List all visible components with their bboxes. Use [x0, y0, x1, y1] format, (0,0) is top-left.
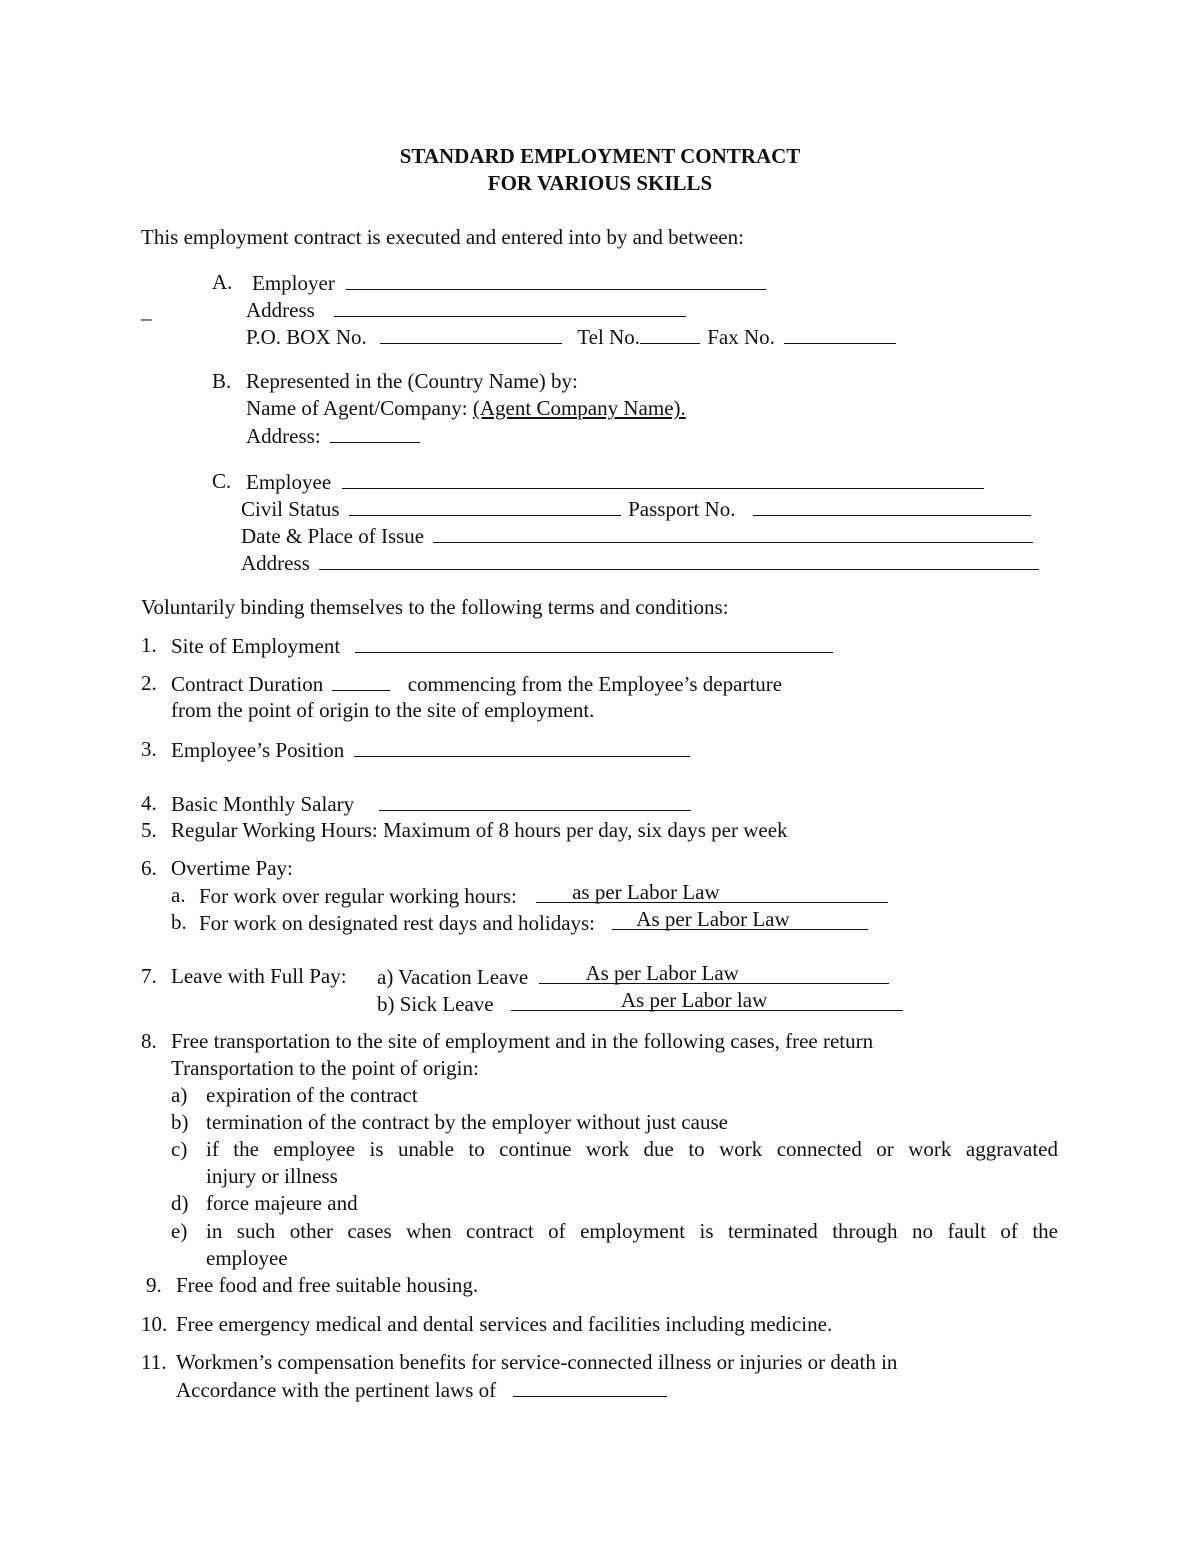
overtime-regular-blank — [536, 882, 888, 903]
term-8d-letter: d) — [171, 1191, 189, 1215]
term-8b-letter: b) — [171, 1110, 189, 1134]
duration-blank — [332, 670, 390, 691]
term-10-number: 10. — [141, 1312, 168, 1336]
issue-blank — [433, 522, 1033, 543]
contact-row — [246, 323, 896, 351]
term-8e-letter: e) — [171, 1219, 188, 1243]
term-4-row — [171, 790, 691, 818]
agent-label: Name of Agent/Company: — [246, 396, 468, 420]
employer-address-row — [246, 296, 686, 324]
employee-blank — [342, 468, 984, 489]
passport-blank — [753, 495, 1031, 516]
duration-label: Contract Duration — [171, 672, 324, 696]
stray-mark: _ — [141, 299, 152, 323]
food-housing-text: Free food and free suitable housing. — [176, 1273, 479, 1297]
term-3-row — [171, 736, 690, 764]
term-8c-letter: c) — [171, 1137, 188, 1161]
issue-label: Date & Place of Issue — [241, 524, 425, 548]
salary-label: Basic Monthly Salary — [171, 792, 355, 816]
tel-label: Tel No. — [577, 325, 640, 349]
fax-label: Fax No. — [707, 325, 775, 349]
site-label: Site of Employment — [171, 634, 341, 658]
employer-blank — [346, 269, 766, 290]
overtime-regular-value: as per Labor Law — [572, 880, 720, 904]
represented-text: Represented in the (Country Name) by: — [246, 369, 578, 393]
civil-status-blank — [349, 495, 621, 516]
term-8a-letter: a) — [171, 1083, 188, 1107]
agent-row — [246, 395, 686, 422]
agent-address-label: Address: — [246, 424, 321, 448]
agent-address-blank — [330, 422, 420, 443]
intro-text: This employment contract is executed and entered into by and between: — [141, 225, 744, 249]
agent-value: (Agent Company Name). — [472, 396, 686, 420]
term-2-row — [171, 670, 782, 698]
pobox-blank — [380, 323, 562, 344]
section-c-letter: C. — [212, 469, 232, 493]
term-6b-row — [199, 909, 868, 937]
employee-row — [246, 468, 984, 496]
term-8c-line2: injury or illness — [206, 1164, 338, 1188]
transport-line1: Free transportation to the site of employment and in the following cases, free return — [171, 1029, 874, 1053]
terms-intro: Voluntarily binding themselves to the following terms and conditions: — [141, 595, 729, 619]
position-label: Employee’s Position — [171, 738, 345, 762]
medical-text: Free emergency medical and dental services and facilities including medicine. — [176, 1312, 833, 1336]
position-blank — [354, 736, 690, 757]
term-2-line2: from the point of origin to the site of employment. — [171, 698, 595, 722]
employer-address-label: Address — [246, 298, 315, 322]
employee-address-blank — [319, 549, 1039, 570]
compensation-line1: Workmen’s compensation benefits for service-connected illness or injuries or death in — [176, 1350, 898, 1374]
term-8a-text: expiration of the contract — [206, 1083, 418, 1107]
agent-address-row — [246, 422, 420, 450]
term-3-number: 3. — [141, 737, 157, 761]
contract-title-line1: STANDARD EMPLOYMENT CONTRACT — [399, 144, 801, 168]
term-8e-line2: employee — [206, 1246, 288, 1270]
employer-row — [252, 269, 766, 297]
civil-passport-row — [241, 495, 1031, 523]
term-1-number: 1. — [141, 633, 157, 657]
term-1-row — [171, 632, 833, 660]
vacation-leave-label: a) Vacation Leave — [377, 965, 529, 989]
leave-label: Leave with Full Pay: — [171, 964, 347, 988]
working-hours-text: Regular Working Hours: Maximum of 8 hours per day, six days per week — [171, 818, 788, 842]
term-6b-letter: b. — [171, 910, 187, 934]
employer-address-blank — [334, 296, 686, 317]
employee-address-label: Address — [241, 551, 310, 575]
section-a-letter: A. — [212, 270, 233, 294]
overtime-rest-blank — [612, 909, 868, 930]
compensation-line2-row — [176, 1376, 667, 1404]
section-b-letter: B. — [212, 369, 232, 393]
vacation-leave-blank — [539, 963, 889, 984]
civil-status-label: Civil Status — [241, 497, 340, 521]
term-6-number: 6. — [141, 856, 157, 880]
vacation-leave-value: As per Labor Law — [585, 961, 739, 985]
pobox-label: P.O. BOX No. — [246, 325, 367, 349]
transport-line2: Transportation to the point of origin: — [171, 1056, 479, 1080]
term-8e-line1: in such other cases when contract of employment is terminated through no fault of the — [206, 1219, 1058, 1243]
site-blank — [355, 632, 833, 653]
sick-leave-value: As per Labor law — [620, 988, 768, 1012]
overtime-regular-label: For work over regular working hours: — [199, 884, 517, 908]
duration-rest: commencing from the Employee’s departure — [407, 672, 783, 696]
employee-label: Employee — [246, 470, 332, 494]
compensation-line2: Accordance with the pertinent laws of — [176, 1378, 497, 1402]
salary-blank — [379, 790, 691, 811]
employer-label: Employer — [252, 271, 335, 295]
term-9-number: 9. — [146, 1273, 162, 1297]
tel-blank — [640, 323, 700, 344]
sick-leave-label: b) Sick Leave — [377, 992, 494, 1016]
issue-row — [241, 522, 1033, 550]
term-7-number: 7. — [141, 964, 157, 988]
term-5-number: 5. — [141, 818, 157, 842]
passport-label: Passport No. — [628, 497, 736, 521]
term-8c-line1: if the employee is unable to continue work due to work connected or work aggravated — [206, 1137, 1058, 1161]
term-6a-letter: a. — [171, 883, 186, 907]
pertinent-laws-blank — [513, 1376, 667, 1397]
contract-title-line2: FOR VARIOUS SKILLS — [487, 171, 713, 195]
term-8b-text: termination of the contract by the employer without just cause — [206, 1110, 728, 1134]
overtime-label: Overtime Pay: — [171, 856, 293, 880]
term-8-number: 8. — [141, 1029, 157, 1053]
term-2-number: 2. — [141, 671, 157, 695]
sick-leave-row — [377, 990, 903, 1018]
overtime-rest-label: For work on designated rest days and holidays: — [199, 911, 596, 935]
term-11-number: 11. — [141, 1350, 167, 1374]
term-4-number: 4. — [141, 791, 157, 815]
sick-leave-blank — [511, 990, 903, 1011]
fax-blank — [784, 323, 896, 344]
employee-address-row — [241, 549, 1039, 577]
term-8d-text: force majeure and — [206, 1191, 358, 1215]
overtime-rest-value: As per Labor Law — [636, 907, 790, 931]
